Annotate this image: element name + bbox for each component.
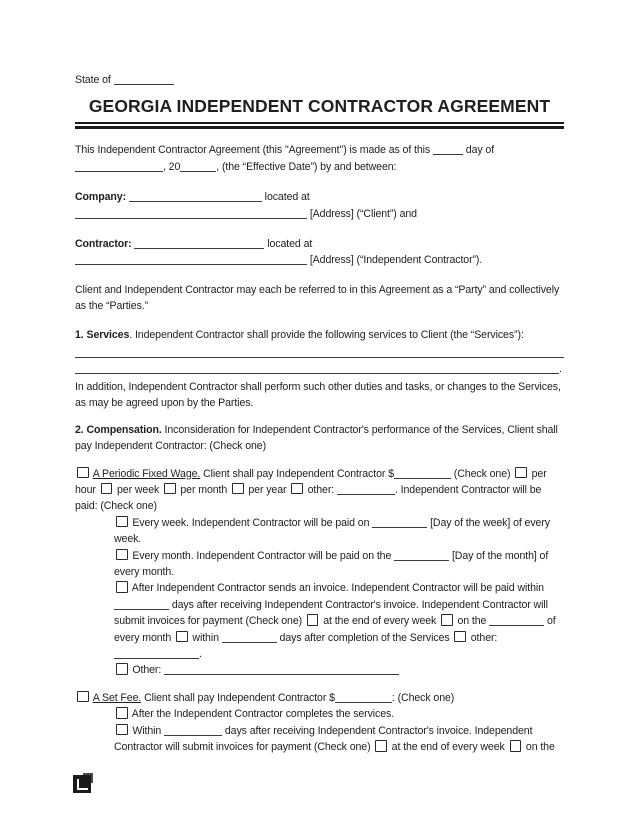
state-of-line [75,72,564,88]
blank-field[interactable] [75,347,564,358]
services-blank-line-1 [75,345,564,361]
other-option [75,662,564,678]
checkbox[interactable] [77,691,89,703]
text-run: (Check one) [450,467,514,480]
text-run: at the end of every week [320,615,440,628]
text-run: . Independent Contractor shall provide the following services to Client (the “Services”): [129,328,524,341]
checkbox[interactable] [454,631,466,643]
blank-field[interactable] [335,692,392,703]
company-line [75,189,564,205]
parties-paragraph [75,282,564,315]
every-month-option [75,548,564,581]
text-run: at the end of every week [388,741,508,753]
document-title: GEORGIA INDEPENDENT CONTRACTOR AGREEMENT [75,94,564,124]
checkbox[interactable] [291,483,303,495]
blank-field[interactable] [114,74,174,85]
text-run: State of [75,74,114,86]
set-fee-within-option [75,723,564,756]
document-header [75,72,564,88]
services-addition-paragraph [75,379,564,412]
text-run: , (the “Effective Date”) by and between: [216,160,397,173]
checkbox[interactable] [116,663,128,675]
text-run: In addition, Independent Contractor shall perform such other duties and tasks, or changes to the Services, as may be agreed upon by the Parties. [75,380,561,410]
checkbox[interactable] [375,740,387,752]
title-underline [75,126,564,129]
blank-field[interactable] [489,615,544,626]
text-run: per year [245,483,290,496]
text-run: days after receiving Independent Contractor's invoice. Independent Contractor will submit invoices for payment (Check one) [114,724,533,753]
text-run: other: [304,483,337,496]
text-run: : (Check one) [391,691,455,704]
contractor-line [75,236,564,252]
blank-field[interactable] [75,161,163,172]
text-run: per hour [75,467,547,496]
text-run: per month [177,483,231,496]
text-run: Client shall pay Independent Contractor $ [141,691,335,704]
compensation-heading [75,422,564,455]
blank-field[interactable] [75,363,559,374]
checkbox[interactable] [176,631,188,643]
text-run: per week [114,483,163,496]
checkbox[interactable] [116,516,128,528]
checkbox[interactable] [307,614,319,626]
text-run: , 20 [163,160,181,173]
checkbox[interactable] [510,740,522,752]
every-week-option [75,515,564,548]
text-run: located at [261,191,310,204]
periodic-fixed-wage-option [75,466,564,515]
text-run: Client shall pay Independent Contractor $ [200,467,394,480]
checkbox[interactable] [515,467,527,479]
services-blank-line-2 [75,361,564,377]
text-run: 1. Services [75,328,130,341]
text-run: of every month [114,615,556,644]
text-run: [Day of the month] of every month. [114,549,549,578]
checkbox[interactable] [77,467,89,479]
text-run: days after receiving Independent Contractor's invoice. Independent Contractor will submit invoices for payment (Check one) [114,598,548,628]
text-run: [Address] (“Independent Contractor”). [307,254,483,267]
invoice-other-blank-line [75,646,564,662]
text-run: A Periodic Fixed Wage. [92,467,201,480]
text-run: on the [523,741,555,753]
checkbox[interactable] [116,724,128,736]
text-run: day of [462,144,495,157]
blank-field[interactable] [75,208,307,219]
blank-field[interactable] [134,238,264,249]
checkbox[interactable] [101,483,113,495]
checkbox[interactable] [116,581,128,593]
text-run: located at [264,238,313,251]
set-fee-completion-option [75,706,564,722]
text-run: . Independent Contractor will be paid: (Check one) [75,483,542,513]
blank-field[interactable] [75,254,307,265]
blank-field[interactable] [394,468,451,479]
document-body [75,142,564,755]
text-run: After the Independent Contractor completes the services. [129,708,395,721]
text-run: [Day of the week] of every week. [114,516,550,546]
text-run: . [559,363,562,376]
text-run: Contractor: [75,238,135,251]
checkbox[interactable] [441,614,453,626]
text-run: other: [467,631,498,644]
blank-field[interactable] [394,550,449,561]
text-run: 2. Compensation. [75,423,162,436]
text-run: Every month. Independent Contractor will be paid on the [129,549,395,562]
intro-paragraph [75,142,564,175]
text-run: Within [129,724,165,737]
blank-field[interactable] [372,517,427,528]
company-address-line [75,206,564,222]
set-fee-option [75,690,564,706]
blank-field[interactable] [114,599,169,610]
text-run: Other: [129,664,165,677]
after-invoice-option [75,580,564,646]
blank-field[interactable] [222,632,277,643]
blank-field[interactable] [164,664,399,675]
contractor-address-line [75,252,564,268]
blank-field[interactable] [337,484,395,495]
legal-templates-logo-icon [70,770,96,796]
text-run: Inconsideration for Independent Contractor's performance of the Services, Client shall pay Independent Contractor: (Check one) [75,423,558,453]
checkbox[interactable] [116,549,128,561]
checkbox[interactable] [116,707,128,719]
text-run: days after completion of the Services [276,631,453,644]
checkbox[interactable] [232,483,244,495]
checkbox[interactable] [164,483,176,495]
text-run: A Set Fee. [92,691,142,704]
blank-field[interactable] [129,191,262,202]
text-run: Client and Independent Contractor may each be referred to in this Agreement as a “Party” and collectively as the “Parties.” [75,283,560,313]
blank-field[interactable] [180,161,216,172]
text-run: Company: [75,191,129,204]
text-run: on the [454,615,490,628]
services-heading [75,327,564,343]
text-run: This Independent Contractor Agreement (this "Agreement") is made as of this [75,144,433,157]
blank-field[interactable] [164,725,222,736]
text-run: Every week. Independent Contractor will be paid on [129,516,373,529]
blank-field[interactable] [114,648,199,659]
text-run: within [189,631,222,644]
text-run: [Address] (“Client”) and [307,207,417,220]
legal-templates-logo-graphic [70,770,96,796]
blank-field[interactable] [433,144,463,155]
text-run: . [199,647,202,660]
text-run: After Independent Contractor sends an invoice. Independent Contractor will be paid within [129,582,544,595]
